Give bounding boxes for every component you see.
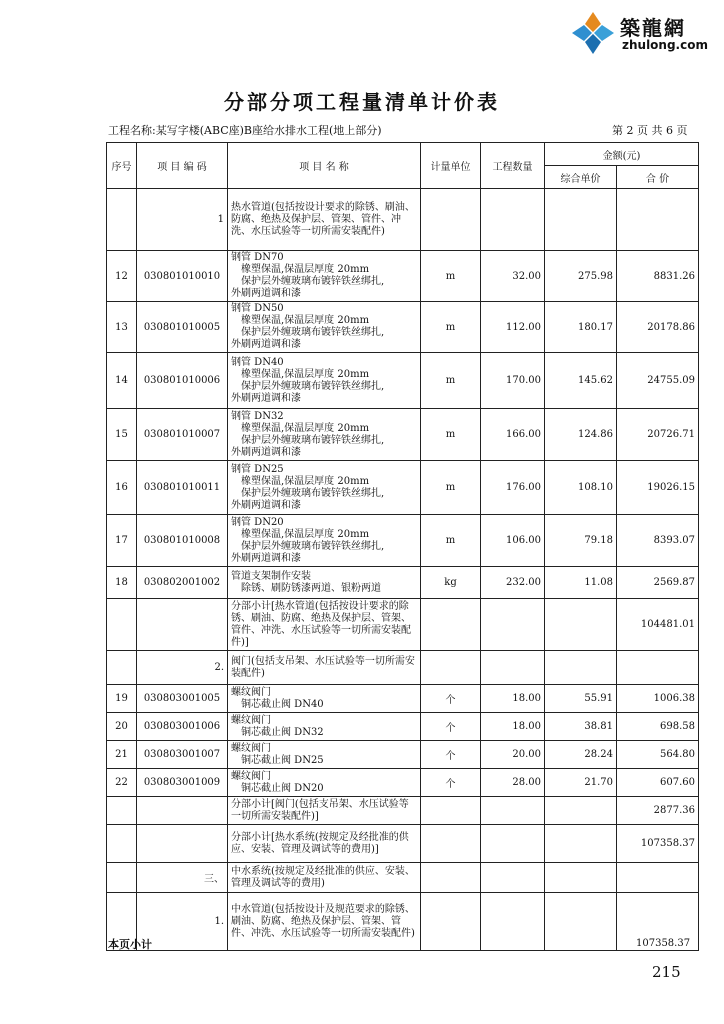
row-name-line: 螺纹阀门	[231, 686, 271, 698]
row-seq: 18	[107, 567, 137, 599]
row-code: 030801010008	[137, 515, 228, 567]
row-unit: 个	[421, 713, 481, 741]
row-price	[545, 797, 617, 825]
row-price: 11.08	[545, 567, 617, 599]
row-detail-line: 保护层外缠玻璃布镀锌铁丝绑扎,	[241, 540, 385, 552]
row-qty	[481, 599, 545, 651]
row-name-line: 钢管 DN20	[231, 516, 284, 528]
header-seq: 序号	[107, 143, 137, 189]
row-seq: 20	[107, 713, 137, 741]
table-row	[107, 825, 699, 863]
project-name: 工程名称:某写字楼(ABC座)B座给水排水工程(地上部分)	[108, 124, 382, 137]
row-unit: 个	[421, 769, 481, 797]
row-code: 1	[137, 189, 228, 251]
row-total: 19026.15	[617, 461, 699, 515]
row-price: 21.70	[545, 769, 617, 797]
row-code: 030801010007	[137, 409, 228, 461]
page-title: 分部分项工程量清单计价表	[224, 90, 500, 114]
row-seq: 14	[107, 353, 137, 409]
row-code: 三、	[137, 863, 228, 893]
header-qty: 工程数量	[481, 143, 545, 189]
zhulong-logo-icon	[570, 10, 616, 56]
table-row	[107, 409, 699, 461]
row-name	[228, 741, 421, 769]
row-seq: 12	[107, 251, 137, 302]
row-name	[228, 302, 421, 353]
row-detail-line: 外刷两道调和漆	[231, 552, 301, 564]
row-seq: 19	[107, 685, 137, 713]
row-qty: 32.00	[481, 251, 545, 302]
row-qty: 20.00	[481, 741, 545, 769]
row-name: 分部小计[阀门(包括支吊架、水压试验等一切所需安装配件)]	[228, 797, 421, 825]
row-code	[137, 797, 228, 825]
page-info: 第 2 页 共 6 页	[612, 124, 688, 137]
row-total: 20178.86	[617, 302, 699, 353]
row-detail-line: 铜芯截止阀 DN20	[241, 782, 324, 794]
zhulong-logo	[568, 8, 718, 56]
row-price: 108.10	[545, 461, 617, 515]
row-detail-line: 橡塑保温,保温层厚度 20mm	[241, 528, 370, 540]
row-name: 中水系统(按规定及经批准的供应、安装、管理及调试等的费用)	[228, 863, 421, 893]
table-row	[107, 685, 699, 713]
row-seq: 22	[107, 769, 137, 797]
row-qty: 28.00	[481, 769, 545, 797]
row-unit: m	[421, 515, 481, 567]
row-detail-line: 橡塑保温,保温层厚度 20mm	[241, 264, 370, 275]
row-unit: kg	[421, 567, 481, 599]
row-price	[545, 825, 617, 863]
row-detail-line: 保护层外缠玻璃布镀锌铁丝绑扎,	[241, 487, 385, 499]
row-seq	[107, 863, 137, 893]
row-seq	[107, 825, 137, 863]
row-seq: 16	[107, 461, 137, 515]
row-qty	[481, 797, 545, 825]
row-code: 030801010011	[137, 461, 228, 515]
row-total: 2569.87	[617, 567, 699, 599]
row-code: 030801010006	[137, 353, 228, 409]
row-price: 28.24	[545, 741, 617, 769]
row-unit: m	[421, 302, 481, 353]
table-row	[107, 769, 699, 797]
row-detail-line: 铜芯截止阀 DN25	[241, 754, 324, 766]
logo-english-text: zhulong.com	[622, 38, 708, 52]
row-name	[228, 567, 421, 599]
row-name-line: 钢管 DN50	[231, 303, 284, 314]
row-qty: 166.00	[481, 409, 545, 461]
row-detail-line: 橡塑保温,保温层厚度 20mm	[241, 475, 370, 487]
row-unit: 个	[421, 685, 481, 713]
row-code: 030801010005	[137, 302, 228, 353]
header-unit: 计量单位	[421, 143, 481, 189]
row-name-line: 螺纹阀门	[231, 770, 271, 782]
row-code: 030803001005	[137, 685, 228, 713]
row-total: 2877.36	[617, 797, 699, 825]
row-detail-line: 外刷两道调和漆	[231, 288, 301, 299]
row-total	[617, 651, 699, 685]
row-unit: 个	[421, 741, 481, 769]
table-row	[107, 567, 699, 599]
row-qty	[481, 863, 545, 893]
row-qty: 106.00	[481, 515, 545, 567]
row-name	[228, 461, 421, 515]
row-name-line: 管道支架制作安装	[231, 570, 311, 582]
row-price	[545, 599, 617, 651]
bill-of-quantities-table	[106, 142, 699, 951]
row-name	[228, 409, 421, 461]
row-code	[137, 599, 228, 651]
table-row	[107, 893, 699, 951]
header-amount: 金额(元)	[545, 143, 699, 166]
row-price: 180.17	[545, 302, 617, 353]
row-total: 107358.37	[617, 825, 699, 863]
row-total: 1006.38	[617, 685, 699, 713]
table-row	[107, 651, 699, 685]
row-name-line: 钢管 DN25	[231, 463, 284, 475]
row-unit	[421, 599, 481, 651]
row-name	[228, 251, 421, 302]
row-price	[545, 893, 617, 951]
row-code: 030802001002	[137, 567, 228, 599]
row-name	[228, 353, 421, 409]
row-total: 8393.07	[617, 515, 699, 567]
row-name	[228, 713, 421, 741]
row-code: 2.	[137, 651, 228, 685]
table-row	[107, 251, 699, 302]
row-seq	[107, 797, 137, 825]
row-name-line: 钢管 DN40	[231, 356, 284, 368]
row-detail-line: 保护层外缠玻璃布镀锌铁丝绑扎,	[241, 380, 385, 392]
row-total: 8831.26	[617, 251, 699, 302]
row-unit: m	[421, 251, 481, 302]
row-detail-line: 除锈、刷防锈漆两道、银粉两道	[241, 582, 381, 594]
row-detail-line: 橡塑保温,保温层厚度 20mm	[241, 315, 370, 326]
page-number: 215	[652, 963, 681, 981]
row-price: 79.18	[545, 515, 617, 567]
table-row	[107, 863, 699, 893]
row-unit: m	[421, 409, 481, 461]
row-unit	[421, 797, 481, 825]
row-name: 分部小计[热水系统(按规定及经批准的供应、安装、管理及调试等的费用)]	[228, 825, 421, 863]
row-total	[617, 189, 699, 251]
header-code: 项 目 编 码	[137, 143, 228, 189]
row-code: 030803001006	[137, 713, 228, 741]
row-unit	[421, 863, 481, 893]
table-row	[107, 713, 699, 741]
row-qty	[481, 825, 545, 863]
row-name-line: 钢管 DN70	[231, 252, 284, 263]
table-row	[107, 461, 699, 515]
row-price: 55.91	[545, 685, 617, 713]
row-detail-line: 外刷两道调和漆	[231, 446, 301, 458]
row-price	[545, 863, 617, 893]
row-code	[137, 825, 228, 863]
row-qty: 176.00	[481, 461, 545, 515]
table-row	[107, 353, 699, 409]
row-name	[228, 769, 421, 797]
row-qty	[481, 651, 545, 685]
row-detail-line: 橡塑保温,保温层厚度 20mm	[241, 368, 370, 380]
row-price	[545, 189, 617, 251]
table-row	[107, 741, 699, 769]
row-price: 124.86	[545, 409, 617, 461]
row-price: 275.98	[545, 251, 617, 302]
row-name: 热水管道(包括按设计要求的除锈、刷油、防腐、绝热及保护层、管架、管件、冲洗、水压试验等一切所需安装配件)	[228, 189, 421, 251]
row-name: 分部小计[热水管道(包括按设计要求的除锈、刷油、防腐、绝热及保护层、管架、管件、冲洗、水压试验等一切所需安装配件)]	[228, 599, 421, 651]
header-total: 合 价	[617, 166, 699, 189]
row-code: 030803001007	[137, 741, 228, 769]
row-detail-line: 保护层外缠玻璃布镀锌铁丝绑扎,	[241, 434, 385, 446]
header-name: 项 目 名 称	[228, 143, 421, 189]
row-name-line: 螺纹阀门	[231, 742, 271, 754]
row-detail-line: 外刷两道调和漆	[231, 339, 301, 350]
row-name	[228, 515, 421, 567]
row-code: 030803001009	[137, 769, 228, 797]
logo-chinese-text: 築龍網	[620, 16, 686, 40]
row-qty: 170.00	[481, 353, 545, 409]
row-qty	[481, 893, 545, 951]
table-row	[107, 515, 699, 567]
row-seq	[107, 651, 137, 685]
row-name: 中水管道(包括按设计及规范要求的除锈、刷油、防腐、绝热及保护层、管架、管件、冲洗、水压试验等一切所需安装配件)	[228, 893, 421, 951]
row-unit	[421, 893, 481, 951]
row-qty	[481, 189, 545, 251]
row-detail-line: 铜芯截止阀 DN32	[241, 726, 324, 738]
row-code: 1.	[137, 893, 228, 951]
row-qty: 18.00	[481, 685, 545, 713]
row-total: 607.60	[617, 769, 699, 797]
row-total: 104481.01	[617, 599, 699, 651]
row-name-line: 螺纹阀门	[231, 714, 271, 726]
row-unit: m	[421, 461, 481, 515]
row-detail-line: 铜芯截止阀 DN40	[241, 698, 324, 710]
row-qty: 232.00	[481, 567, 545, 599]
row-price: 145.62	[545, 353, 617, 409]
row-name	[228, 685, 421, 713]
row-unit	[421, 825, 481, 863]
row-code: 030801010010	[137, 251, 228, 302]
row-seq: 15	[107, 409, 137, 461]
row-total: 698.58	[617, 713, 699, 741]
row-unit	[421, 651, 481, 685]
row-total	[617, 863, 699, 893]
row-total: 24755.09	[617, 353, 699, 409]
row-seq: 21	[107, 741, 137, 769]
row-total: 564.80	[617, 741, 699, 769]
row-qty: 112.00	[481, 302, 545, 353]
row-name: 阀门(包括支吊架、水压试验等一切所需安装配件)	[228, 651, 421, 685]
row-unit: m	[421, 353, 481, 409]
row-name-line: 钢管 DN32	[231, 410, 284, 422]
row-detail-line: 保护层外缠玻璃布镀锌铁丝绑扎,	[241, 327, 385, 338]
row-seq: 13	[107, 302, 137, 353]
row-unit	[421, 189, 481, 251]
row-seq	[107, 189, 137, 251]
row-detail-line: 橡塑保温,保温层厚度 20mm	[241, 422, 370, 434]
row-detail-line: 外刷两道调和漆	[231, 499, 301, 511]
row-qty: 18.00	[481, 713, 545, 741]
row-seq: 17	[107, 515, 137, 567]
row-detail-line: 外刷两道调和漆	[231, 392, 301, 404]
row-seq	[107, 599, 137, 651]
row-total: 20726.71	[617, 409, 699, 461]
table-row	[107, 599, 699, 651]
page-subtotal-label: 本页小计	[108, 938, 152, 951]
page-subtotal-value: 107358.37	[636, 938, 691, 949]
table-row	[107, 797, 699, 825]
row-detail-line: 保护层外缠玻璃布镀锌铁丝绑扎,	[241, 276, 385, 287]
row-price	[545, 651, 617, 685]
row-price: 38.81	[545, 713, 617, 741]
table-row	[107, 189, 699, 251]
table-row	[107, 302, 699, 353]
header-unit-price: 综合单价	[545, 166, 617, 189]
